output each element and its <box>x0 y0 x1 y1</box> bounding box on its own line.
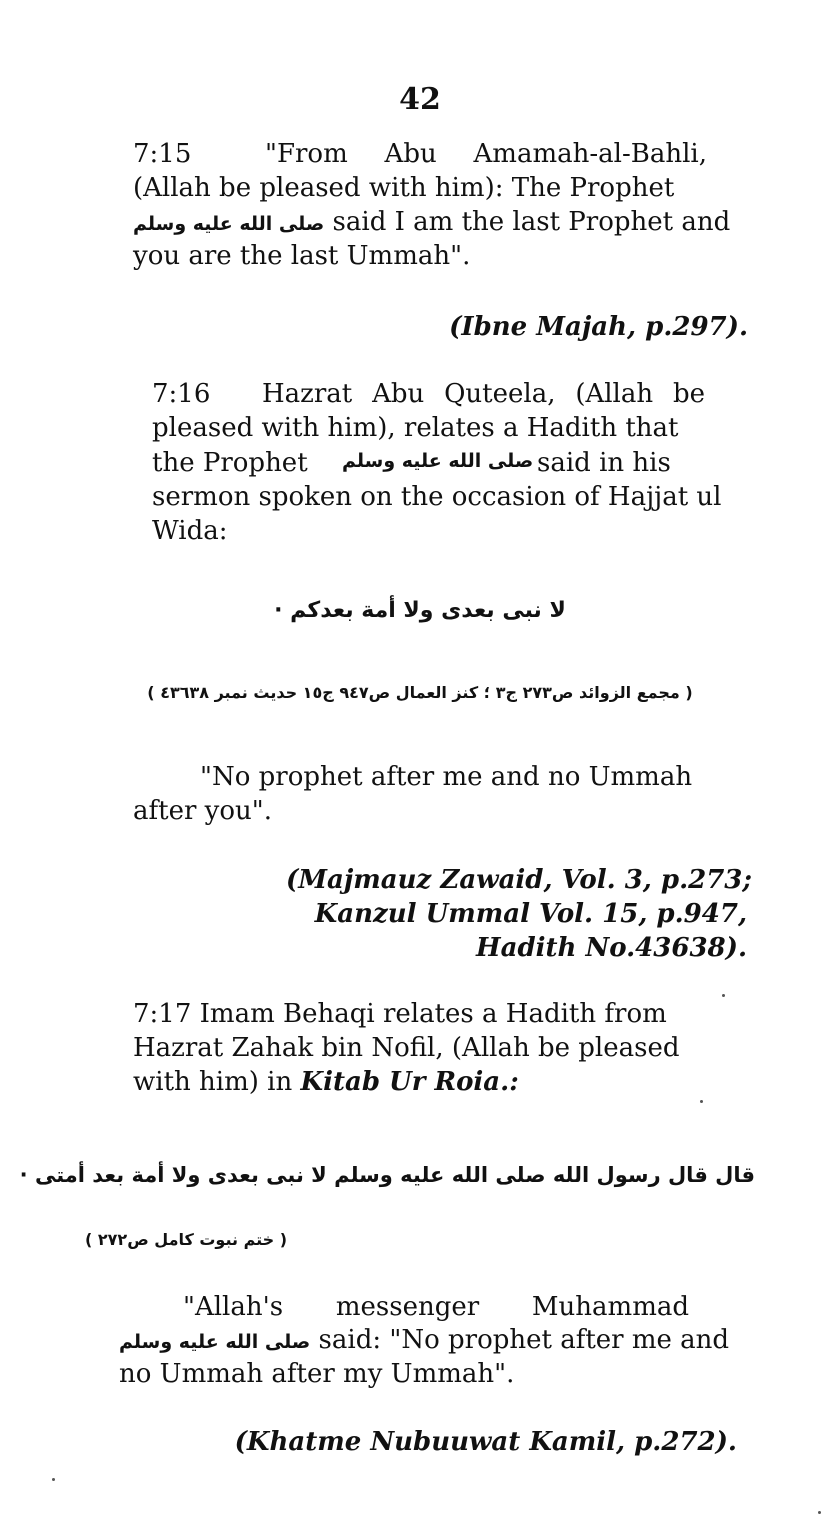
hadith-7-17-translation-line-3: no Ummah after my Ummah". <box>119 1359 515 1389</box>
scan-speck <box>818 1511 821 1514</box>
hadith-7-17-reference: (Khatme Nubuuwat Kamil, p.272). <box>234 1427 737 1457</box>
hadith-7-16-line-4: sermon spoken on the occasion of Hajjat ul <box>152 482 722 512</box>
hadith-7-17-translation-line-2 <box>119 1323 729 1359</box>
hadith-7-15-reference: (Ibne Majah, p.297). <box>449 312 748 342</box>
hadith-7-16-line-5: Wida: <box>152 516 228 546</box>
hadith-7-16-arabic-reference: ( مجمع الزوائد ص٢٧٣ ج٣ ؛ كنز العمال ص٩٤٧ ج١٥ حديث نمبر ٤٣٦٣٨ ) <box>147 683 693 702</box>
hadith-7-15-line-2: (Allah be pleased with him): The Prophet <box>133 173 675 203</box>
hadith-7-15-line-4: you are the last Ummah". <box>133 241 471 271</box>
page-number: 42 <box>399 82 441 117</box>
hadith-7-15-line-3-text: said I am the last Prophet and <box>332 207 731 237</box>
hadith-7-16-reference-line-1: (Majmauz Zawaid, Vol. 3, p.273; <box>285 865 752 895</box>
hadith-7-17-line-3 <box>133 1065 519 1099</box>
hadith-7-17-line-1: 7:17 Imam Behaqi relates a Hadith from <box>133 999 667 1029</box>
hadith-7-16-line-1: Hazrat Abu Quteela, (Allah be <box>262 379 705 409</box>
salutation-arabic: صلى الله عليه وسلم <box>342 450 534 472</box>
hadith-7-17-line-2: Hazrat Zahak bin Nofil, (Allah be pleased <box>133 1033 680 1063</box>
salutation-arabic: صلى الله عليه وسلم <box>119 1331 311 1353</box>
hadith-7-16-reference-line-3: Hadith No.43638). <box>476 933 747 963</box>
salutation-arabic: صلى الله عليه وسلم <box>133 213 325 235</box>
hadith-7-16-line-3b: said in his <box>537 448 671 478</box>
hadith-7-15-line-3 <box>133 205 730 241</box>
hadith-7-15-line-1: "From Abu Amamah-al-Bahli, <box>265 139 707 169</box>
hadith-7-17-translation-line-2-text: said: "No prophet after me and <box>318 1325 730 1355</box>
scan-speck <box>52 1478 55 1481</box>
hadith-7-16-line-2: pleased with him), relates a Hadith that <box>152 413 679 443</box>
hadith-7-17-line-3-text: with him) in <box>133 1067 301 1097</box>
hadith-7-17-translation-line-1: "Allah's messenger Muhammad <box>183 1292 689 1322</box>
hadith-7-16-line-3a: the Prophet <box>152 448 308 478</box>
scan-speck <box>722 994 725 997</box>
hadith-7-16-reference-line-2: Kanzul Ummal Vol. 15, p.947, <box>314 899 747 929</box>
hadith-7-17-arabic-reference: ( ختم نبوت كامل ص٢٧٢ ) <box>85 1230 288 1249</box>
scan-speck <box>700 1100 703 1103</box>
hadith-7-16-number: 7:16 <box>152 379 211 409</box>
hadith-7-17-arabic: قال قال رسول الله صلى الله عليه وسلم لا نبى بعدى ولا أمة بعد أمتى · <box>19 1163 755 1187</box>
hadith-7-16-translation-line-2: after you". <box>133 796 272 826</box>
hadith-7-15-number: 7:15 <box>133 139 192 169</box>
book-title: Kitab Ur Roia.: <box>300 1067 519 1097</box>
hadith-7-16-translation-line-1: "No prophet after me and no Ummah <box>200 762 693 792</box>
hadith-7-16-arabic: لا نبى بعدى ولا أمة بعدكم · <box>274 598 566 623</box>
